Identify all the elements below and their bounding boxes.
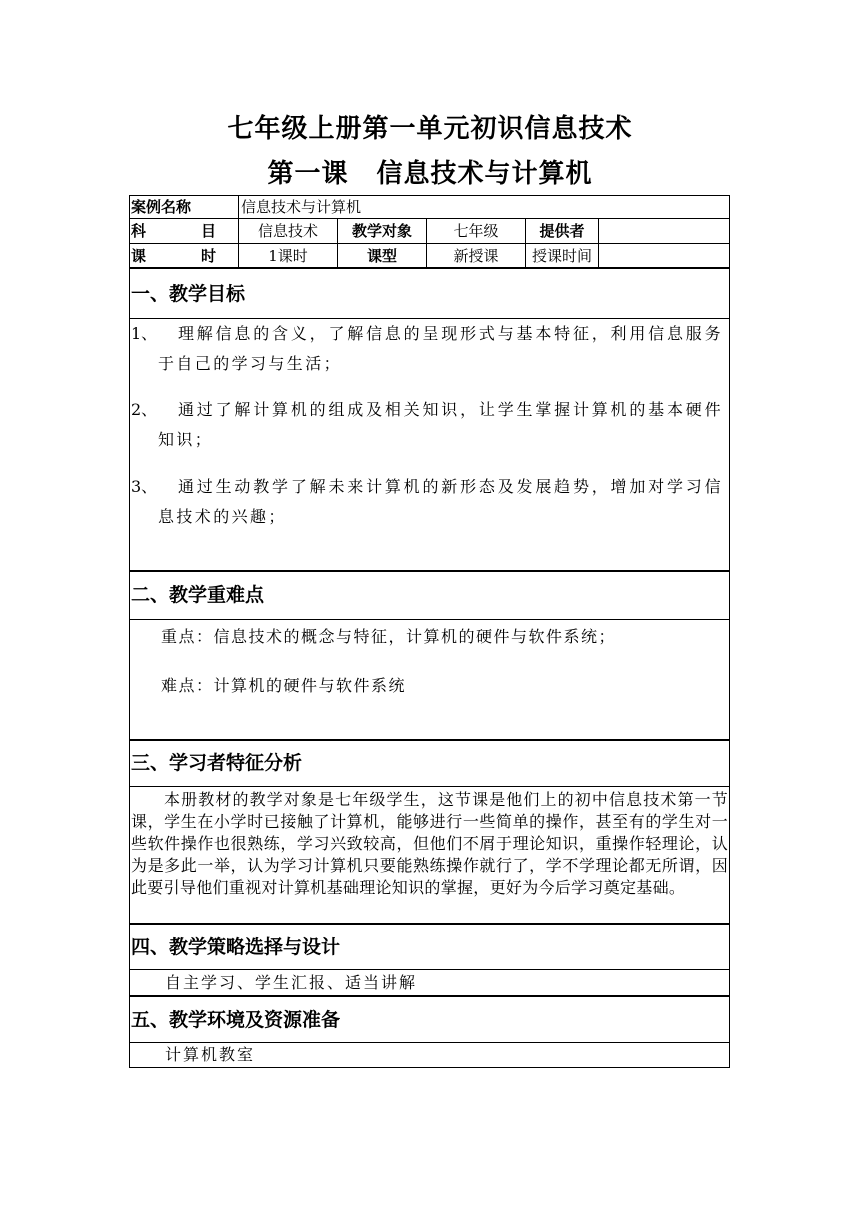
objective-text: 通过生动教学了解未来计算机的新形态及发展趋势，增加对学习信息技术的兴趣； [158, 477, 723, 526]
objective-text: 理解信息的含义，了解信息的呈现形式与基本特征，利用信息服务于自己的学习与生活； [158, 324, 723, 373]
row-divider [129, 619, 730, 620]
row-divider [129, 969, 730, 970]
document-title: 七年级上册第一单元初识信息技术 [227, 114, 633, 144]
case-name-value: 信息技术与计算机 [241, 198, 362, 216]
objective-number: 2、 [131, 400, 158, 419]
hours-value: 1课时 [268, 247, 308, 265]
subject-label: 科 目 [131, 222, 216, 240]
row-divider [129, 1042, 730, 1043]
row-divider [129, 739, 730, 741]
lesson-title [0, 153, 860, 190]
strategy-heading: 四、教学策略选择与设计 [131, 936, 341, 958]
subject-value: 信息技术 [257, 222, 318, 240]
provider-label: 提供者 [539, 222, 585, 240]
objective-item [131, 319, 723, 379]
row-divider [129, 995, 730, 997]
row-divider [129, 786, 730, 787]
row-divider [129, 570, 730, 572]
difficult-point-text: 难点：计算机的硬件与软件系统 [161, 676, 407, 695]
objective-number: 3、 [131, 477, 158, 496]
environment-heading: 五、教学环境及资源准备 [131, 1009, 341, 1031]
hours-label: 课 时 [131, 247, 216, 265]
key-points-heading: 二、教学重难点 [131, 584, 265, 606]
teaching-time-label: 授课时间 [531, 247, 592, 265]
case-name-label: 案例名称 [131, 198, 192, 216]
row-divider [129, 243, 730, 244]
lesson-name: 信息技术与计算机 [376, 159, 593, 189]
objective-item [131, 395, 723, 455]
learner-analysis-heading: 三、学习者特征分析 [131, 752, 303, 774]
environment-text: 计算机教室 [165, 1045, 256, 1064]
learner-analysis-text: 本册教材的教学对象是七年级学生，这节课是他们上的初中信息技术第一节课，学生在小学时已接触了计算机，能够进行一些简单的操作，甚至有的学生对一些软件操作也很熟练，学习兴致较高，但他们不屑于理论知识，重操作轻理论，认为是多此一举，认为学习计算机只要能熟练操作就行了，学不学理论都无所谓，因此要引导他们重视对计算机基础理论知识的掌握，更好为今后学习奠定基础。 [131, 790, 728, 897]
row-divider [129, 267, 730, 269]
row-divider [129, 218, 730, 219]
row-divider [129, 923, 730, 925]
lesson-type-label: 课型 [366, 247, 397, 265]
column-divider [598, 218, 599, 267]
objective-text: 通过了解计算机的组成及相关知识，让学生掌握计算机的基本硬件知识； [158, 400, 723, 449]
lesson-type-value: 新授课 [453, 247, 499, 265]
objective-number: 1、 [131, 324, 158, 343]
objective-item [131, 472, 723, 532]
lesson-number: 第一课 [267, 159, 349, 189]
audience-value: 七年级 [453, 222, 499, 240]
key-point-text: 重点：信息技术的概念与特征，计算机的硬件与软件系统； [161, 627, 617, 646]
objectives-heading: 一、教学目标 [131, 283, 246, 305]
strategy-text: 自主学习、学生汇报、适当讲解 [165, 973, 418, 992]
audience-label: 教学对象 [351, 222, 412, 240]
